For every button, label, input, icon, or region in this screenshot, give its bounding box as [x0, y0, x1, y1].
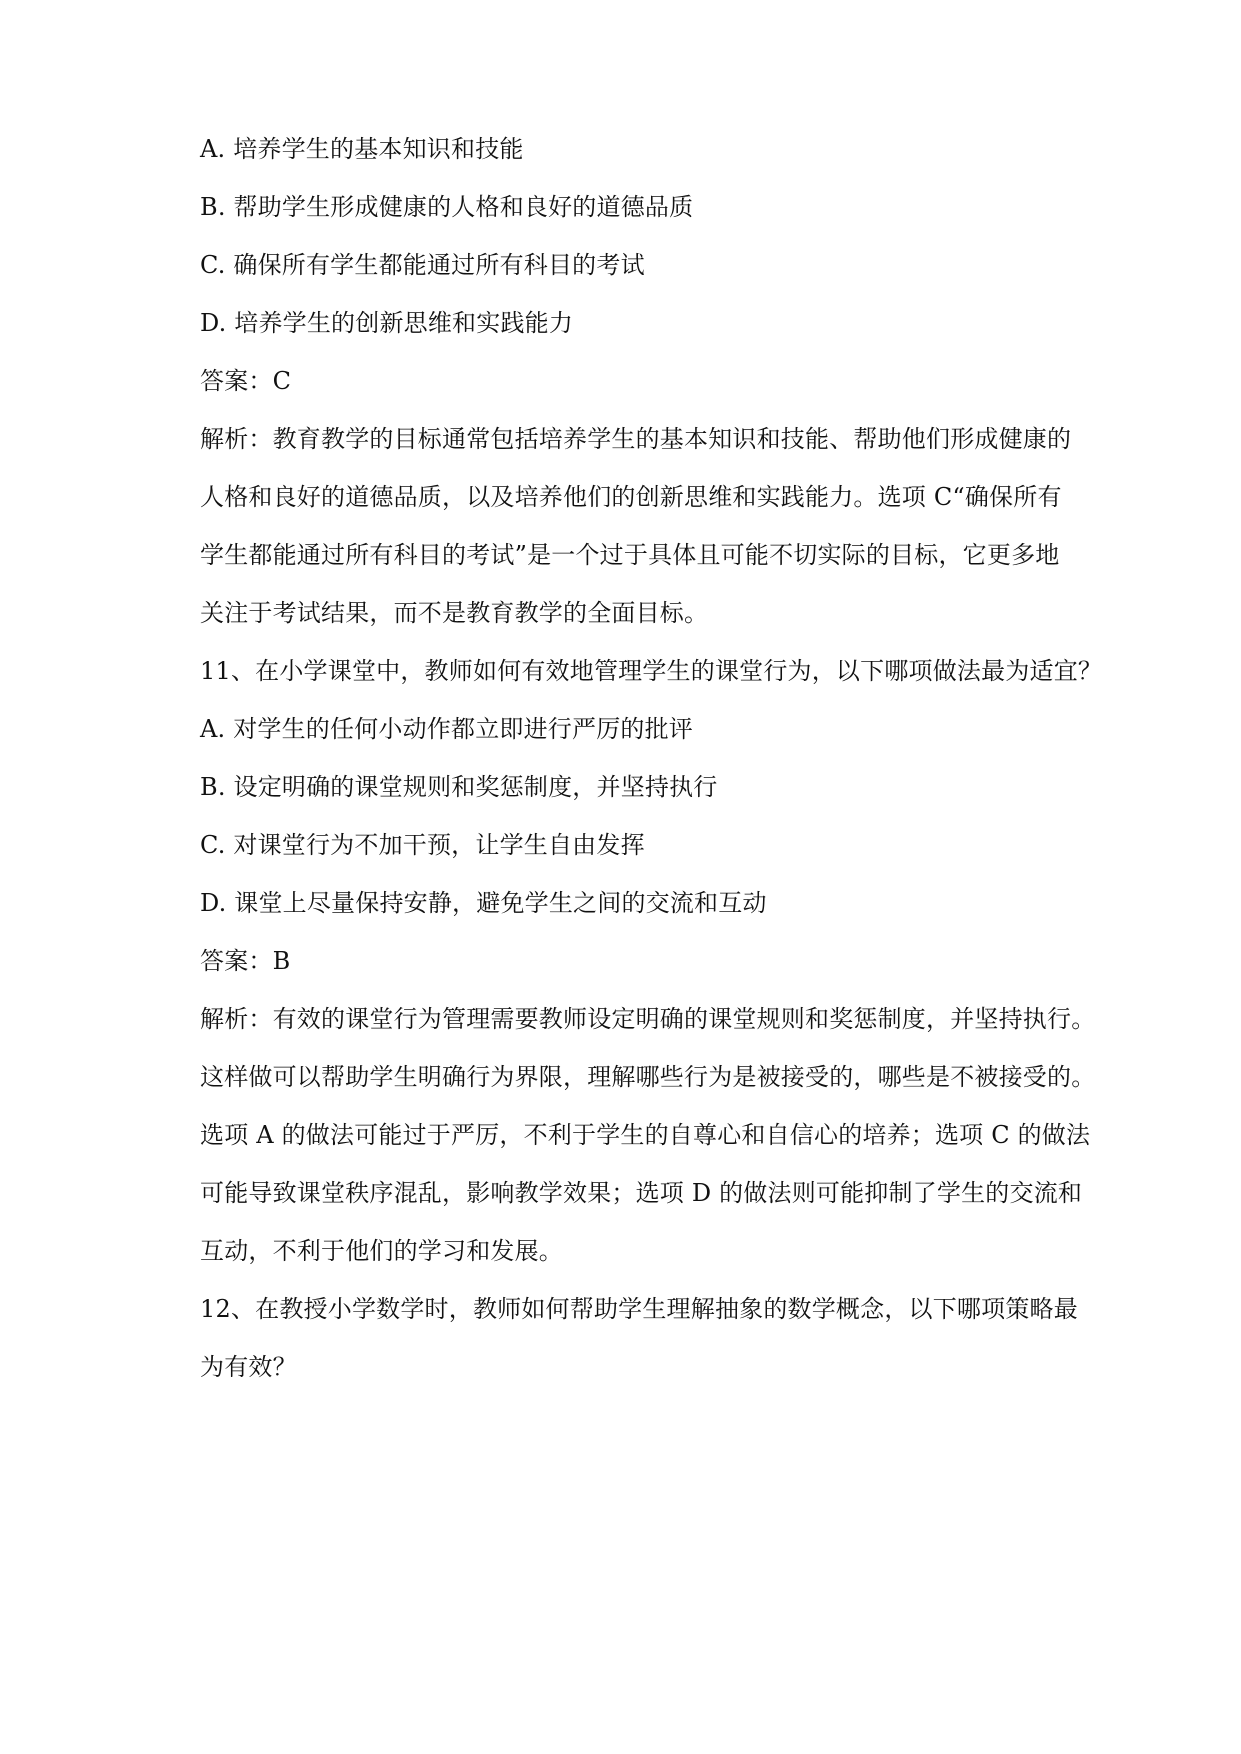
option-b: B. 帮助学生形成健康的人格和良好的道德品质	[200, 193, 694, 221]
analysis-line: 解析：有效的课堂行为管理需要教师设定明确的课堂规则和奖惩制度，并坚持执行。	[200, 1005, 1096, 1033]
question-12: 12、在教授小学数学时，教师如何帮助学生理解抽象的数学概念，以下哪项策略最	[200, 1295, 1078, 1323]
question-12-continued: 为有效？	[200, 1353, 297, 1381]
option-c: C. 对课堂行为不加干预，让学生自由发挥	[200, 831, 645, 859]
option-b: B. 设定明确的课堂规则和奖惩制度，并坚持执行	[200, 773, 718, 801]
answer: 答案：B	[200, 947, 291, 975]
option-a: A. 培养学生的基本知识和技能	[200, 135, 524, 163]
option-d: D. 培养学生的创新思维和实践能力	[200, 309, 574, 337]
analysis-line: 互动，不利于他们的学习和发展。	[200, 1237, 563, 1265]
analysis-line: 解析：教育教学的目标通常包括培养学生的基本知识和技能、帮助他们形成健康的	[200, 425, 1072, 453]
option-d: D. 课堂上尽量保持安静，避免学生之间的交流和互动	[200, 889, 767, 917]
answer: 答案：C	[200, 367, 292, 395]
analysis-line: 学生都能通过所有科目的考试”是一个过于具体且可能不切实际的目标，它更多地	[200, 541, 1060, 569]
analysis-line: 选项 A 的做法可能过于严厉，不利于学生的自尊心和自信心的培养；选项 C 的做法	[200, 1121, 1091, 1149]
analysis-line: 这样做可以帮助学生明确行为界限，理解哪些行为是被接受的，哪些是不被接受的。	[200, 1063, 1096, 1091]
analysis-line: 关注于考试结果，而不是教育教学的全面目标。	[200, 599, 709, 627]
analysis-line: 人格和良好的道德品质，以及培养他们的创新思维和实践能力。选项 C“确保所有	[200, 483, 1062, 511]
question-11: 11、在小学课堂中，教师如何有效地管理学生的课堂行为，以下哪项做法最为适宜？	[200, 657, 1103, 685]
option-c: C. 确保所有学生都能通过所有科目的考试	[200, 251, 645, 279]
analysis-line: 可能导致课堂秩序混乱，影响教学效果；选项 D 的做法则可能抑制了学生的交流和	[200, 1179, 1083, 1207]
option-a: A. 对学生的任何小动作都立即进行严厉的批评	[200, 715, 693, 743]
